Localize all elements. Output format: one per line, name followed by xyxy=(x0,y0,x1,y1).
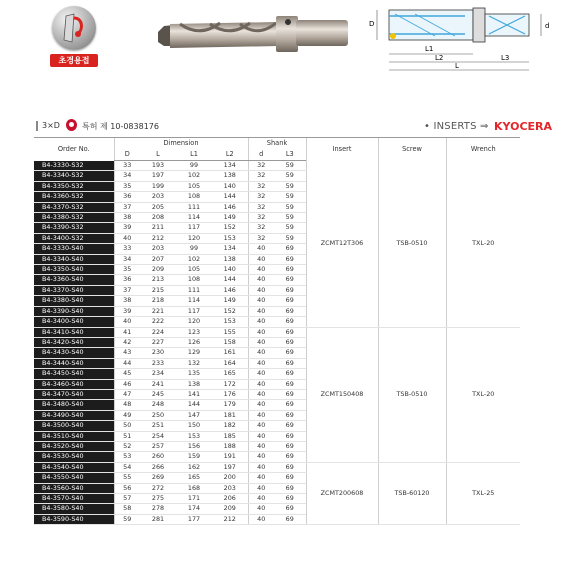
value-cell: 159 xyxy=(176,452,212,462)
value-cell: 203 xyxy=(140,192,176,202)
label-L3: L3 xyxy=(501,54,510,62)
wrench-cell: TXL-20 xyxy=(446,161,520,328)
value-cell: 40 xyxy=(248,244,274,254)
value-cell: 209 xyxy=(212,504,248,514)
value-cell: 40 xyxy=(248,285,274,295)
value-cell: 272 xyxy=(140,483,176,493)
value-cell: 257 xyxy=(140,441,176,451)
value-cell: 117 xyxy=(176,306,212,316)
value-cell: 144 xyxy=(212,275,248,285)
order-number-cell: B4-3380-S40 xyxy=(34,296,114,306)
value-cell: 45 xyxy=(114,369,140,379)
value-cell: 144 xyxy=(212,192,248,202)
value-cell: 278 xyxy=(140,504,176,514)
value-cell: 209 xyxy=(140,265,176,275)
order-number-cell: B4-3490-S40 xyxy=(34,410,114,420)
value-cell: 40 xyxy=(248,473,274,483)
value-cell: 206 xyxy=(212,494,248,504)
value-cell: 42 xyxy=(114,337,140,347)
value-cell: 250 xyxy=(140,410,176,420)
value-cell: 69 xyxy=(274,504,306,514)
section-title: 3×D xyxy=(42,121,60,130)
value-cell: 43 xyxy=(114,348,140,358)
order-number-cell: B4-3410-S40 xyxy=(34,327,114,337)
header-insert: Insert xyxy=(306,138,378,161)
order-number-cell: B4-3570-S40 xyxy=(34,494,114,504)
spec-table-body xyxy=(34,161,520,525)
value-cell: 69 xyxy=(274,327,306,337)
value-cell: 69 xyxy=(274,348,306,358)
value-cell: 197 xyxy=(140,171,176,181)
value-cell: 40 xyxy=(248,494,274,504)
value-cell: 193 xyxy=(140,161,176,171)
header-order-no: Order No. xyxy=(34,138,114,161)
value-cell: 224 xyxy=(140,327,176,337)
order-number-cell: B4-3450-S40 xyxy=(34,369,114,379)
value-cell: 144 xyxy=(176,400,212,410)
order-number-cell: B4-3400-S32 xyxy=(34,233,114,243)
screw-cell: TSB-0510 xyxy=(378,161,446,328)
value-cell: 34 xyxy=(114,254,140,264)
value-cell: 32 xyxy=(248,202,274,212)
value-cell: 134 xyxy=(212,161,248,171)
order-number-cell: B4-3480-S40 xyxy=(34,400,114,410)
value-cell: 69 xyxy=(274,244,306,254)
value-cell: 69 xyxy=(274,473,306,483)
value-cell: 44 xyxy=(114,358,140,368)
value-cell: 105 xyxy=(176,181,212,191)
value-cell: 40 xyxy=(248,337,274,347)
value-cell: 153 xyxy=(212,317,248,327)
value-cell: 260 xyxy=(140,452,176,462)
value-cell: 59 xyxy=(274,233,306,243)
value-cell: 254 xyxy=(140,431,176,441)
value-cell: 40 xyxy=(248,441,274,451)
order-number-cell: B4-3510-S40 xyxy=(34,431,114,441)
spec-table xyxy=(34,137,520,525)
value-cell: 69 xyxy=(274,337,306,347)
insert-cell: ZCMT150408 xyxy=(306,327,378,462)
value-cell: 38 xyxy=(114,296,140,306)
value-cell: 32 xyxy=(248,233,274,243)
value-cell: 185 xyxy=(212,431,248,441)
value-cell: 212 xyxy=(212,514,248,524)
table-row xyxy=(34,327,520,337)
order-number-cell: B4-3350-S32 xyxy=(34,181,114,191)
order-number-cell: B4-3360-S32 xyxy=(34,192,114,202)
order-number-cell: B4-3460-S40 xyxy=(34,379,114,389)
order-number-cell: B4-3370-S40 xyxy=(34,285,114,295)
value-cell: 161 xyxy=(212,348,248,358)
value-cell: 51 xyxy=(114,431,140,441)
value-cell: 40 xyxy=(248,400,274,410)
value-cell: 59 xyxy=(274,192,306,202)
value-cell: 165 xyxy=(212,369,248,379)
value-cell: 234 xyxy=(140,369,176,379)
value-cell: 33 xyxy=(114,161,140,171)
value-cell: 57 xyxy=(114,494,140,504)
value-cell: 40 xyxy=(248,462,274,472)
label-D: D xyxy=(369,20,375,28)
value-cell: 40 xyxy=(114,233,140,243)
value-cell: 48 xyxy=(114,400,140,410)
value-cell: 69 xyxy=(274,254,306,264)
value-cell: 120 xyxy=(176,317,212,327)
value-cell: 205 xyxy=(140,202,176,212)
value-cell: 59 xyxy=(274,181,306,191)
value-cell: 108 xyxy=(176,275,212,285)
value-cell: 174 xyxy=(176,504,212,514)
value-cell: 32 xyxy=(248,171,274,181)
value-cell: 165 xyxy=(176,473,212,483)
value-cell: 69 xyxy=(274,379,306,389)
value-cell: 33 xyxy=(114,244,140,254)
order-number-cell: B4-3390-S32 xyxy=(34,223,114,233)
order-number-cell: B4-3540-S40 xyxy=(34,462,114,472)
value-cell: 69 xyxy=(274,275,306,285)
value-cell: 158 xyxy=(212,337,248,347)
order-number-cell: B4-3350-S40 xyxy=(34,265,114,275)
value-cell: 132 xyxy=(176,358,212,368)
value-cell: 69 xyxy=(274,285,306,295)
label-d: d xyxy=(545,22,550,30)
value-cell: 35 xyxy=(114,181,140,191)
value-cell: 188 xyxy=(212,441,248,451)
order-number-cell: B4-3420-S40 xyxy=(34,337,114,347)
value-cell: 99 xyxy=(176,244,212,254)
value-cell: 37 xyxy=(114,202,140,212)
value-cell: 59 xyxy=(114,514,140,524)
value-cell: 40 xyxy=(248,327,274,337)
value-cell: 59 xyxy=(274,223,306,233)
value-cell: 114 xyxy=(176,213,212,223)
value-cell: 69 xyxy=(274,431,306,441)
order-number-cell: B4-3470-S40 xyxy=(34,389,114,399)
value-cell: 40 xyxy=(248,514,274,524)
value-cell: 32 xyxy=(248,161,274,171)
value-cell: 69 xyxy=(274,452,306,462)
header-L2: L2 xyxy=(212,150,248,161)
value-cell: 40 xyxy=(248,504,274,514)
value-cell: 134 xyxy=(212,244,248,254)
value-cell: 126 xyxy=(176,337,212,347)
value-cell: 69 xyxy=(274,462,306,472)
value-cell: 179 xyxy=(212,400,248,410)
value-cell: 245 xyxy=(140,389,176,399)
value-cell: 146 xyxy=(212,285,248,295)
value-cell: 40 xyxy=(248,379,274,389)
value-cell: 40 xyxy=(248,254,274,264)
order-number-cell: B4-3400-S40 xyxy=(34,317,114,327)
value-cell: 123 xyxy=(176,327,212,337)
patent-number: 특허 제 10-0838176 xyxy=(82,122,159,131)
value-cell: 102 xyxy=(176,254,212,264)
value-cell: 203 xyxy=(212,483,248,493)
value-cell: 117 xyxy=(176,223,212,233)
value-cell: 162 xyxy=(176,462,212,472)
value-cell: 111 xyxy=(176,285,212,295)
value-cell: 140 xyxy=(212,265,248,275)
value-cell: 40 xyxy=(248,296,274,306)
order-number-cell: B4-3360-S40 xyxy=(34,275,114,285)
value-cell: 105 xyxy=(176,265,212,275)
value-cell: 59 xyxy=(274,202,306,212)
screw-cell: TSB-0510 xyxy=(378,327,446,462)
order-number-cell: B4-3340-S32 xyxy=(34,171,114,181)
value-cell: 40 xyxy=(248,389,274,399)
value-cell: 40 xyxy=(248,358,274,368)
value-cell: 197 xyxy=(212,462,248,472)
value-cell: 203 xyxy=(140,244,176,254)
value-cell: 58 xyxy=(114,504,140,514)
insert-cell: ZCMT12T306 xyxy=(306,161,378,328)
header-L1: L1 xyxy=(176,150,212,161)
value-cell: 40 xyxy=(248,369,274,379)
value-cell: 69 xyxy=(274,369,306,379)
order-number-cell: B4-3560-S40 xyxy=(34,483,114,493)
section-marker xyxy=(36,121,38,131)
label-L1: L1 xyxy=(425,45,434,53)
value-cell: 147 xyxy=(176,410,212,420)
value-cell: 108 xyxy=(176,192,212,202)
value-cell: 138 xyxy=(176,379,212,389)
value-cell: 150 xyxy=(176,421,212,431)
value-cell: 138 xyxy=(212,171,248,181)
value-cell: 207 xyxy=(140,254,176,264)
value-cell: 138 xyxy=(212,254,248,264)
value-cell: 156 xyxy=(176,441,212,451)
badge-label: 초경용접 xyxy=(50,54,98,67)
value-cell: 251 xyxy=(140,421,176,431)
value-cell: 182 xyxy=(212,421,248,431)
value-cell: 199 xyxy=(140,181,176,191)
value-cell: 140 xyxy=(212,181,248,191)
value-cell: 38 xyxy=(114,213,140,223)
value-cell: 172 xyxy=(212,379,248,389)
value-cell: 281 xyxy=(140,514,176,524)
value-cell: 50 xyxy=(114,421,140,431)
dimension-schematic xyxy=(365,4,575,76)
label-L2: L2 xyxy=(435,54,444,62)
value-cell: 59 xyxy=(274,171,306,181)
order-number-cell: B4-3550-S40 xyxy=(34,473,114,483)
order-number-cell: B4-3380-S32 xyxy=(34,213,114,223)
order-number-cell: B4-3330-S32 xyxy=(34,161,114,171)
value-cell: 34 xyxy=(114,171,140,181)
header-L: L xyxy=(140,150,176,161)
value-cell: 40 xyxy=(248,306,274,316)
value-cell: 36 xyxy=(114,192,140,202)
order-number-cell: B4-3430-S40 xyxy=(34,348,114,358)
value-cell: 32 xyxy=(248,192,274,202)
product-badge-icon xyxy=(52,6,96,50)
value-cell: 69 xyxy=(274,306,306,316)
value-cell: 120 xyxy=(176,233,212,243)
order-number-cell: B4-3500-S40 xyxy=(34,421,114,431)
header-dimension: Dimension xyxy=(114,138,248,151)
table-row xyxy=(34,462,520,472)
value-cell: 39 xyxy=(114,223,140,233)
insert-brand: KYOCERA xyxy=(494,120,553,133)
value-cell: 230 xyxy=(140,348,176,358)
value-cell: 40 xyxy=(248,275,274,285)
value-cell: 32 xyxy=(248,181,274,191)
value-cell: 176 xyxy=(212,389,248,399)
value-cell: 102 xyxy=(176,171,212,181)
header-d: d xyxy=(248,150,274,161)
wrench-cell: TXL-20 xyxy=(446,327,520,462)
value-cell: 208 xyxy=(140,213,176,223)
value-cell: 40 xyxy=(248,452,274,462)
value-cell: 215 xyxy=(140,285,176,295)
value-cell: 40 xyxy=(248,265,274,275)
value-cell: 54 xyxy=(114,462,140,472)
value-cell: 222 xyxy=(140,317,176,327)
order-number-cell: B4-3330-S40 xyxy=(34,244,114,254)
value-cell: 200 xyxy=(212,473,248,483)
value-cell: 111 xyxy=(176,202,212,212)
value-cell: 36 xyxy=(114,275,140,285)
value-cell: 69 xyxy=(274,483,306,493)
value-cell: 40 xyxy=(114,317,140,327)
value-cell: 241 xyxy=(140,379,176,389)
value-cell: 49 xyxy=(114,410,140,420)
value-cell: 47 xyxy=(114,389,140,399)
value-cell: 152 xyxy=(212,306,248,316)
value-cell: 211 xyxy=(140,223,176,233)
value-cell: 227 xyxy=(140,337,176,347)
value-cell: 41 xyxy=(114,327,140,337)
value-cell: 59 xyxy=(274,213,306,223)
value-cell: 135 xyxy=(176,369,212,379)
order-number-cell: B4-3530-S40 xyxy=(34,452,114,462)
value-cell: 32 xyxy=(248,223,274,233)
value-cell: 40 xyxy=(248,431,274,441)
value-cell: 40 xyxy=(248,317,274,327)
value-cell: 69 xyxy=(274,441,306,451)
value-cell: 177 xyxy=(176,514,212,524)
value-cell: 181 xyxy=(212,410,248,420)
value-cell: 69 xyxy=(274,494,306,504)
value-cell: 168 xyxy=(176,483,212,493)
order-number-cell: B4-3390-S40 xyxy=(34,306,114,316)
value-cell: 40 xyxy=(248,483,274,493)
header-shank: Shank xyxy=(248,138,306,151)
header-screw: Screw xyxy=(378,138,446,161)
order-number-cell: B4-3520-S40 xyxy=(34,441,114,451)
order-number-cell: B4-3440-S40 xyxy=(34,358,114,368)
value-cell: 99 xyxy=(176,161,212,171)
value-cell: 248 xyxy=(140,400,176,410)
value-cell: 69 xyxy=(274,317,306,327)
value-cell: 171 xyxy=(176,494,212,504)
inserts-label: • INSERTS ⇒ xyxy=(424,121,489,132)
wrench-cell: TXL-25 xyxy=(446,462,520,524)
value-cell: 40 xyxy=(248,410,274,420)
value-cell: 275 xyxy=(140,494,176,504)
value-cell: 69 xyxy=(274,389,306,399)
order-number-cell: B4-3590-S40 xyxy=(34,514,114,524)
screw-cell: TSB-60120 xyxy=(378,462,446,524)
value-cell: 46 xyxy=(114,379,140,389)
value-cell: 221 xyxy=(140,306,176,316)
value-cell: 69 xyxy=(274,421,306,431)
value-cell: 40 xyxy=(248,348,274,358)
insert-cell: ZCMT200608 xyxy=(306,462,378,524)
value-cell: 69 xyxy=(274,296,306,306)
header-L3: L3 xyxy=(274,150,306,161)
value-cell: 191 xyxy=(212,452,248,462)
value-cell: 69 xyxy=(274,400,306,410)
value-cell: 35 xyxy=(114,265,140,275)
value-cell: 114 xyxy=(176,296,212,306)
value-cell: 164 xyxy=(212,358,248,368)
value-cell: 69 xyxy=(274,514,306,524)
drill-product-image xyxy=(150,8,350,54)
header-wrench: Wrench xyxy=(446,138,520,161)
value-cell: 40 xyxy=(248,421,274,431)
value-cell: 153 xyxy=(212,233,248,243)
value-cell: 213 xyxy=(140,275,176,285)
value-cell: 155 xyxy=(212,327,248,337)
label-L: L xyxy=(455,62,459,70)
value-cell: 53 xyxy=(114,452,140,462)
value-cell: 56 xyxy=(114,483,140,493)
value-cell: 37 xyxy=(114,285,140,295)
value-cell: 212 xyxy=(140,233,176,243)
value-cell: 141 xyxy=(176,389,212,399)
value-cell: 233 xyxy=(140,358,176,368)
value-cell: 266 xyxy=(140,462,176,472)
order-number-cell: B4-3370-S32 xyxy=(34,202,114,212)
value-cell: 55 xyxy=(114,473,140,483)
value-cell: 39 xyxy=(114,306,140,316)
value-cell: 149 xyxy=(212,296,248,306)
value-cell: 218 xyxy=(140,296,176,306)
value-cell: 69 xyxy=(274,265,306,275)
table-row xyxy=(34,161,520,171)
order-number-cell: B4-3340-S40 xyxy=(34,254,114,264)
value-cell: 32 xyxy=(248,213,274,223)
value-cell: 152 xyxy=(212,223,248,233)
value-cell: 153 xyxy=(176,431,212,441)
company-logo-icon xyxy=(66,119,77,131)
order-number-cell: B4-3580-S40 xyxy=(34,504,114,514)
value-cell: 269 xyxy=(140,473,176,483)
value-cell: 59 xyxy=(274,161,306,171)
value-cell: 69 xyxy=(274,358,306,368)
value-cell: 52 xyxy=(114,441,140,451)
value-cell: 146 xyxy=(212,202,248,212)
header-D: D xyxy=(114,150,140,161)
value-cell: 149 xyxy=(212,213,248,223)
value-cell: 129 xyxy=(176,348,212,358)
value-cell: 69 xyxy=(274,410,306,420)
